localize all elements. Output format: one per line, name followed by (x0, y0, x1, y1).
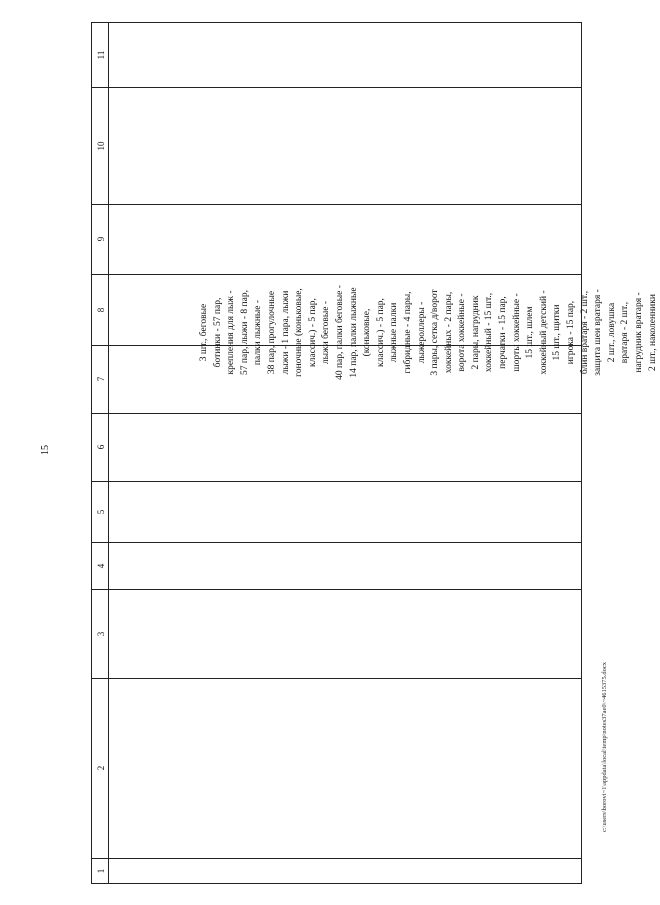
cell-text-line: 38 пар, прогулочные (266, 290, 277, 375)
cell-text-line: классич.) - 5 пар, (307, 298, 318, 367)
cell-text-line: вратаря - 2 шт., (620, 301, 631, 364)
cell-text-line: 3 пары, сетка д/ворот (430, 289, 441, 376)
cell-text-line: хоккейный - 15 шт., (484, 292, 495, 373)
cell-text-line: нагрудник вратаря - (634, 292, 644, 373)
cell-text-line: перчатки - 15 пар, (498, 296, 509, 369)
cell-text-line: лыжероллеры - (416, 301, 427, 364)
column-number-10: 10 (95, 141, 106, 150)
column-number-8: 8 (95, 307, 106, 312)
cell-text-line: 15 шт., шлем (525, 306, 536, 359)
column-number-5: 5 (95, 509, 106, 514)
cell-text-line: хоккейных - 2 пары, (443, 291, 454, 374)
column-number-9: 9 (95, 236, 106, 242)
column-number-1: 1 (95, 868, 106, 874)
cell-text-line: ботинки - 57 пар, (212, 297, 223, 368)
column-number-3: 3 (95, 631, 106, 636)
column-number-6: 6 (95, 444, 106, 450)
cell-text-line: хоккейный детский - (538, 290, 549, 375)
footer-file-path: c:\users\borovi~1\appdata\local\temp\notes37ae0\~4615375.docx (601, 661, 608, 833)
cell-text-line: 40 пар, палки беговые - (334, 285, 345, 380)
cell-text-line: гоночные (коньковые, (294, 288, 305, 377)
cell-text-line: игрока - 15 пар, (566, 300, 577, 365)
cell-text-line: 57 пар, лыжи - 8 пар, (239, 290, 250, 375)
column-divider (92, 858, 581, 859)
page-number: 15 (40, 445, 51, 455)
cell-text-line: блин вратаря - 2 шт., (579, 290, 590, 375)
column-divider (92, 678, 581, 679)
cell-text-line: шорты хоккейные - (511, 293, 522, 372)
column-number-2: 2 (95, 765, 106, 771)
cell-text-line: 14 пар, палки лыжные (348, 287, 359, 378)
column-number-7: 7 (95, 376, 106, 382)
cell-text-line: гибридные - 4 пары, (402, 291, 413, 374)
cell-text-line: лыжи беговые - (321, 300, 332, 365)
cell-text-line: палки лыжные - (253, 299, 264, 366)
cell-text-line: 3 шт., беговые (199, 303, 209, 362)
column-number-4: 4 (95, 563, 106, 568)
cell-text-line: 15 шт., щитки (552, 304, 563, 361)
cell-text-line: (коньковые, (362, 308, 373, 357)
cell-text-line: защита шеи вратаря - (593, 289, 604, 376)
cell-text-line: классич.) - 5 пар, (375, 298, 386, 367)
cell-column-10 (194, 87, 658, 578)
cell-text-line: лыжи - 1 пара, лыжи (280, 290, 291, 375)
cell-text-line: 2 шт., ловушка (606, 302, 617, 363)
cell-text-line: 2 пары, нагрудник (470, 295, 481, 370)
column-number-11: 11 (95, 50, 106, 60)
cell-text-line: 2 шт., наколенники (647, 294, 658, 371)
cell-text-line: ворота хоккейные - (457, 293, 468, 372)
cell-text-line: лыжные палки (389, 302, 400, 363)
cell-text-line: крепления для лыж - (226, 290, 237, 375)
column-divider (92, 589, 581, 590)
